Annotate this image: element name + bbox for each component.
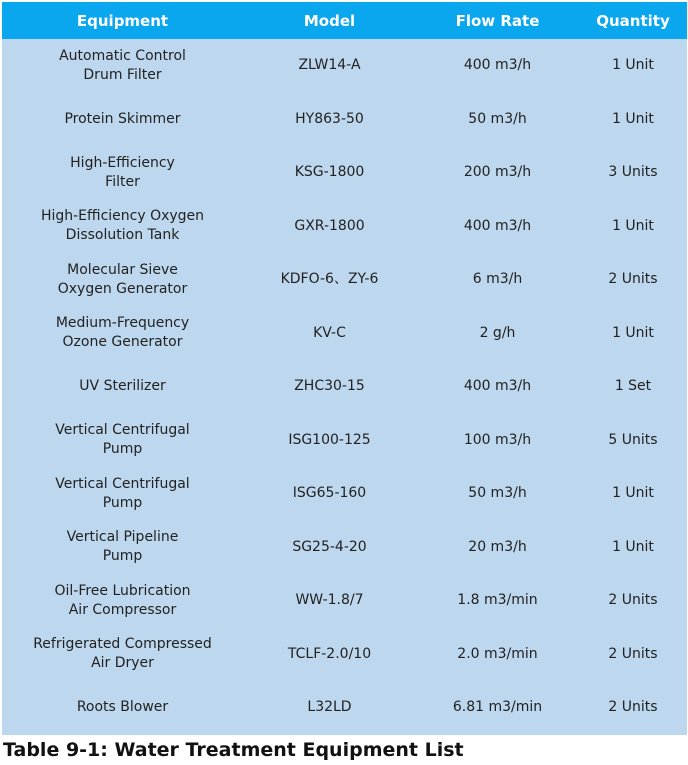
equipment-name-line: Dissolution Tank	[65, 227, 180, 244]
cell-equipment	[2, 681, 243, 735]
equipment-name-line: Refrigerated Compressed	[33, 636, 212, 653]
equipment-name-line: High-Efficiency	[70, 154, 175, 171]
table-row	[2, 681, 687, 735]
cell-flow-rate: 1.8 m3/min	[416, 574, 579, 628]
table-body	[2, 39, 687, 735]
table-row	[2, 628, 687, 682]
table-row	[2, 253, 687, 307]
equipment-name-line: Automatic Control	[59, 47, 186, 64]
cell-model: KSG-1800	[243, 146, 416, 200]
cell-flow-rate: 400 m3/h	[416, 360, 579, 414]
equipment-name-line: Medium-Frequency	[55, 315, 190, 332]
header-model: Model	[243, 2, 416, 39]
cell-flow-rate: 2 g/h	[416, 307, 579, 361]
cell-flow-rate: 2.0 m3/min	[416, 628, 579, 682]
equipment-name-line: Oil-Free Lubrication	[54, 582, 191, 599]
cell-equipment	[2, 39, 243, 93]
cell-model: HY863-50	[243, 93, 416, 147]
cell-model: KV-C	[243, 307, 416, 361]
cell-flow-rate: 50 m3/h	[416, 93, 579, 147]
equipment-name-line: Air Dryer	[91, 655, 154, 672]
table-row	[2, 521, 687, 575]
cell-equipment	[2, 146, 243, 200]
cell-flow-rate: 200 m3/h	[416, 146, 579, 200]
cell-quantity: 1 Unit	[579, 39, 687, 93]
cell-quantity: 2 Units	[579, 681, 687, 735]
cell-quantity: 1 Unit	[579, 93, 687, 147]
equipment-name-line: Pump	[102, 494, 143, 511]
table-header-row	[2, 2, 687, 39]
equipment-name-line: Molecular Sieve	[67, 261, 178, 278]
cell-quantity: 3 Units	[579, 146, 687, 200]
equipment-name-line: UV Sterilizer	[79, 378, 166, 395]
cell-equipment	[2, 307, 243, 361]
cell-model: WW-1.8/7	[243, 574, 416, 628]
equipment-name-line: Vertical Centrifugal	[55, 475, 190, 492]
cell-quantity: 1 Unit	[579, 200, 687, 254]
cell-model: GXR-1800	[243, 200, 416, 254]
cell-model: SG25-4-20	[243, 521, 416, 575]
table-row	[2, 307, 687, 361]
cell-quantity: 1 Unit	[579, 467, 687, 521]
equipment-name-line: Ozone Generator	[62, 334, 183, 351]
table-row	[2, 200, 687, 254]
equipment-table	[2, 2, 687, 735]
table-row	[2, 146, 687, 200]
table-row	[2, 574, 687, 628]
cell-equipment	[2, 200, 243, 254]
equipment-name-line: Pump	[102, 441, 143, 458]
cell-flow-rate: 400 m3/h	[416, 200, 579, 254]
cell-quantity: 1 Set	[579, 360, 687, 414]
cell-equipment	[2, 360, 243, 414]
equipment-name-line: Pump	[102, 548, 143, 565]
equipment-name-line: Vertical Centrifugal	[55, 422, 190, 439]
equipment-name-line: Air Compressor	[68, 601, 177, 618]
equipment-table-container	[2, 2, 687, 735]
table-row	[2, 93, 687, 147]
cell-flow-rate: 20 m3/h	[416, 521, 579, 575]
table-row	[2, 360, 687, 414]
equipment-name-line: Roots Blower	[76, 699, 169, 716]
cell-model: TCLF-2.0/10	[243, 628, 416, 682]
cell-flow-rate: 100 m3/h	[416, 414, 579, 468]
cell-model: L32LD	[243, 681, 416, 735]
cell-quantity: 2 Units	[579, 628, 687, 682]
table-row	[2, 39, 687, 93]
cell-equipment	[2, 574, 243, 628]
cell-model: KDFO-6、ZY-6	[243, 253, 416, 307]
cell-model: ISG100-125	[243, 414, 416, 468]
cell-equipment	[2, 93, 243, 147]
cell-model: ZHC30-15	[243, 360, 416, 414]
table-row	[2, 414, 687, 468]
cell-quantity: 1 Unit	[579, 307, 687, 361]
cell-quantity: 5 Units	[579, 414, 687, 468]
cell-equipment	[2, 521, 243, 575]
header-equipment: Equipment	[2, 2, 243, 39]
equipment-name-line: Oxygen Generator	[57, 280, 188, 297]
cell-quantity: 2 Units	[579, 574, 687, 628]
equipment-name-line: Protein Skimmer	[64, 110, 181, 127]
cell-quantity: 1 Unit	[579, 521, 687, 575]
cell-equipment	[2, 253, 243, 307]
cell-flow-rate: 6.81 m3/min	[416, 681, 579, 735]
cell-flow-rate: 6 m3/h	[416, 253, 579, 307]
table-row	[2, 467, 687, 521]
header-flow-rate: Flow Rate	[416, 2, 579, 39]
equipment-name-line: Drum Filter	[83, 66, 162, 83]
cell-quantity: 2 Units	[579, 253, 687, 307]
table-caption: Table 9-1: Water Treatment Equipment List	[3, 739, 464, 761]
cell-model: ISG65-160	[243, 467, 416, 521]
cell-flow-rate: 50 m3/h	[416, 467, 579, 521]
cell-model: ZLW14-A	[243, 39, 416, 93]
cell-equipment	[2, 628, 243, 682]
cell-flow-rate: 400 m3/h	[416, 39, 579, 93]
header-quantity: Quantity	[579, 2, 687, 39]
equipment-name-line: Vertical Pipeline	[66, 529, 179, 546]
cell-equipment	[2, 414, 243, 468]
cell-equipment	[2, 467, 243, 521]
equipment-name-line: High-Efficiency Oxygen	[40, 208, 205, 225]
equipment-name-line: Filter	[105, 173, 140, 190]
